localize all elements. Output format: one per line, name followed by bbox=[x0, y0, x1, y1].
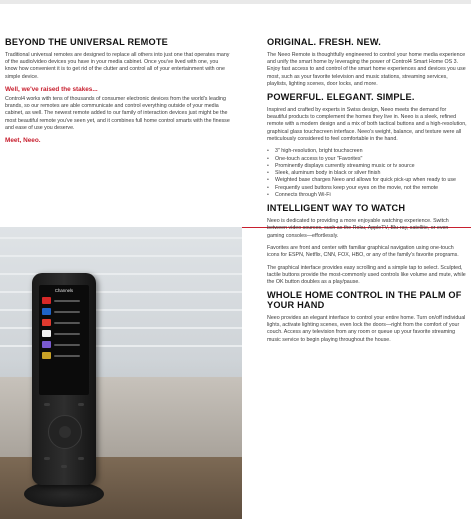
beyond-paragraph: Traditional universal remotes are designed to replace all others into just one that operates many of the audio/video devices you have in your media cabinet. Once you've lived with one, you know how convenient it is to get rid of the clutter and control all of your entertainment with one simple device. bbox=[5, 51, 230, 80]
feature-item: • 3" high-resolution, bright touchscreen bbox=[267, 148, 467, 155]
ok-button bbox=[59, 426, 71, 438]
remote-button bbox=[44, 403, 50, 406]
powerful-elegant-simple-heading: POWERFUL. ELEGANT. SIMPLE. bbox=[267, 92, 415, 103]
channel-row bbox=[42, 341, 86, 348]
original-paragraph: The Neeo Remote is thoughtfully engineered to control your home media experience and unify the smart home by leveraging the power of Control4 Smart Home OS 3. Enjoy fast access to and control of the smart home experiences and devices you use most, such as your favorite television and music stations, streaming services, playlists, lighting scenes, door locks, and more. bbox=[267, 51, 466, 87]
left-column bbox=[5, 38, 231, 147]
screen-title: Channels bbox=[54, 288, 74, 293]
feature-item: • Weighted base charges Neeo and allows for quick pick-up when ready to use bbox=[267, 177, 467, 184]
remote-button bbox=[78, 457, 84, 460]
channel-label bbox=[54, 311, 80, 313]
remote-button bbox=[78, 403, 84, 406]
channel-row bbox=[42, 352, 86, 359]
channel-label bbox=[54, 344, 80, 346]
channel-row bbox=[42, 308, 86, 315]
feature-item: • Sleek, aluminum body in black or silver finish bbox=[267, 170, 467, 177]
powerful-paragraph: Inspired and crafted by experts in Swiss design, Neeo meets the demand for beautiful products to complement the homes they live in. Neeo is a sleek, refined remote with a modern design and a mix of both tactical buttons and a high-resolution, graphical glass touchscreen interface. Neeo's weight, balance, and texture were all meticulously considered to feel comfortable in the hand. bbox=[267, 106, 467, 142]
channel-label bbox=[54, 300, 80, 302]
meet-neeo-subhead: Meet, Neeo. bbox=[5, 137, 41, 145]
neeo-remote-photo bbox=[0, 227, 242, 519]
channel-row bbox=[42, 330, 86, 337]
channel-logo-icon bbox=[42, 297, 51, 304]
feature-item: • Frequently used buttons keep your eyes on the movie, not the remote bbox=[267, 185, 467, 192]
intelligent-way-heading: INTELLIGENT WAY TO WATCH bbox=[267, 203, 406, 214]
channel-label bbox=[54, 322, 80, 324]
intelligent-paragraph-2: Favorites are front and center with familiar graphical navigation using one-touch icons for ESPN, Netflix, CNN, FOX, HBO, or any of the family's favorite programs. bbox=[267, 244, 459, 259]
channel-logo-icon bbox=[42, 341, 51, 348]
intelligent-paragraph-1: Neeo is dedicated to providing a more enjoyable watching experience. Switch between video sources, such as the Roku, AppleTV, Blu-ray, satellite, or even gaming consoles—effortlessly. bbox=[267, 218, 449, 239]
whole-home-paragraph: Neeo provides an elegant interface to control your entire home. Turn on/off individual lights, activate lighting scenes, even lock the doors—right from the comfort of your couch. Access any television from any room or queue up your favorite streaming music service to begin playing throughout the house. bbox=[267, 314, 466, 343]
channel-row bbox=[42, 319, 86, 326]
channel-label bbox=[54, 333, 80, 335]
channel-logo-icon bbox=[42, 352, 51, 359]
intelligent-paragraph-3: The graphical interface provides easy scrolling and a simple tap to select. Sculpted, tactile buttons provide the most-commonly used controls like volume and mute, while the OK button doubles as a play/pause. bbox=[267, 264, 466, 286]
feature-item: • Prominently displays currently streaming music or tv source bbox=[267, 163, 467, 170]
window-blind bbox=[0, 255, 242, 257]
dpad bbox=[48, 415, 82, 449]
neeo-remote bbox=[32, 273, 96, 485]
original-fresh-new-heading: ORIGINAL. FRESH. NEW. bbox=[267, 37, 381, 47]
channel-logo-icon bbox=[42, 308, 51, 315]
feature-list bbox=[267, 148, 467, 199]
remote-button bbox=[44, 457, 50, 460]
beyond-heading: BEYOND THE UNIVERSAL REMOTE bbox=[5, 37, 168, 47]
top-band bbox=[0, 0, 471, 4]
channel-list bbox=[39, 297, 89, 359]
raised-stakes-subhead: Well, we've raised the stakes... bbox=[5, 85, 98, 93]
channel-label bbox=[54, 355, 80, 357]
channel-row bbox=[42, 297, 86, 304]
remote-button bbox=[61, 465, 67, 468]
feature-item: • One-touch access to your "Favorites" bbox=[267, 156, 467, 163]
right-column bbox=[267, 38, 467, 349]
remote-screen bbox=[39, 285, 89, 395]
feature-item: • Connects through Wi-Fi bbox=[267, 192, 467, 199]
channel-logo-icon bbox=[42, 319, 51, 326]
window-blind bbox=[0, 237, 242, 239]
control4-paragraph: Control4 works with tens of thousands of consumer electronic devices from the world's leading brands, so our remotes are able communicate and control everything outside of your media cabinet, as well. The newest remote added to our family of interaction devices just might be the most beautiful remote you've seen yet, and it combines full home control smarts with the finesse and ease of use you deserve. bbox=[5, 95, 230, 132]
whole-home-heading: WHOLE HOME CONTROL IN THE PALM OF YOUR HAND bbox=[267, 290, 462, 311]
channel-logo-icon bbox=[42, 330, 51, 337]
